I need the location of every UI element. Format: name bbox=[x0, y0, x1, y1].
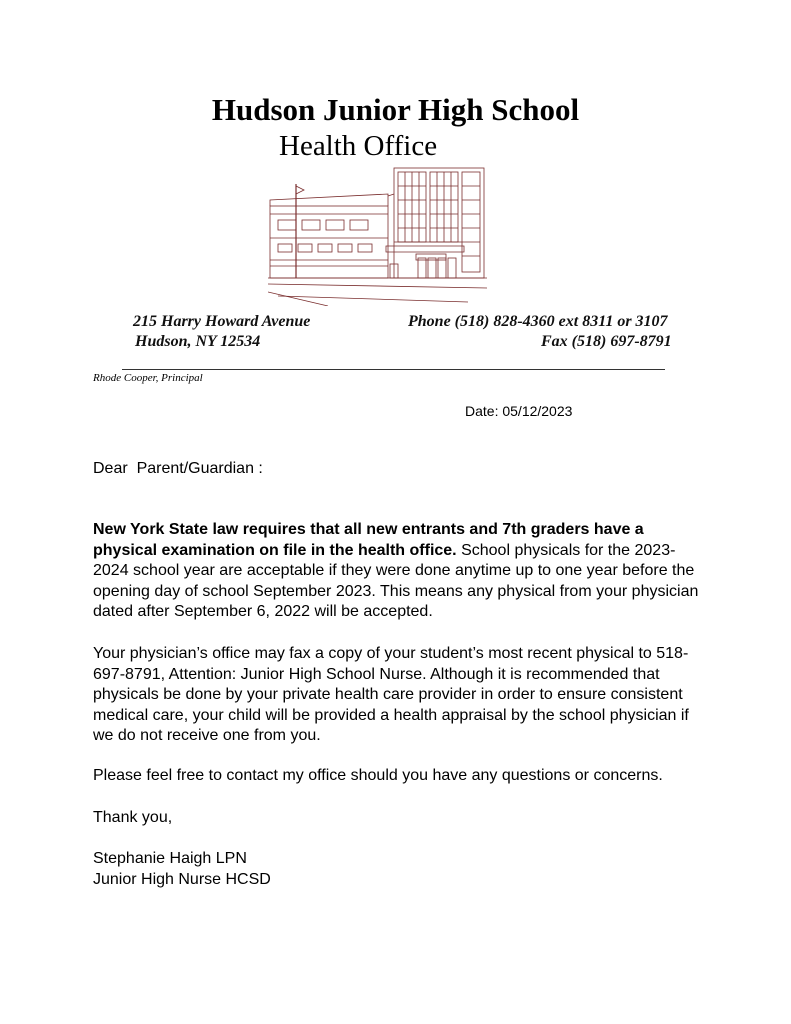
paragraph-physical-requirement bbox=[93, 520, 703, 623]
signature-title: Junior High Nurse HCSD bbox=[93, 871, 271, 888]
school-name-text: Hudson Junior High School bbox=[211, 92, 580, 127]
street-address: 215 Harry Howard Avenue bbox=[133, 313, 311, 330]
principal-name: Rhode Cooper, Principal bbox=[93, 372, 203, 384]
salutation: Dear Parent/Guardian : bbox=[93, 460, 263, 477]
school-name bbox=[0, 92, 791, 128]
school-building-image bbox=[268, 166, 487, 306]
requirement-details: School physicals for the 2023-2024 school year are acceptable if they were done anytime up to one year before the opening day of school September 2023. This means any physical from your physician dated after September 6, 2022 will be accepted. bbox=[93, 541, 699, 621]
paragraph-fax-instructions: Your physician’s office may fax a copy of your student’s most recent physical to 518-697-8791, Attention: Junior High School Nurse. Although it is recommended that physicals be done by your private health care provider in order to ensure consistent medical care, your child will be provided a health appraisal by the school physician if we do not receive one from you. bbox=[93, 645, 689, 745]
letterhead-divider bbox=[122, 369, 665, 370]
paragraph-contact: Please feel free to contact my office should you have any questions or concerns. bbox=[93, 767, 663, 784]
signature-name: Stephanie Haigh LPN bbox=[93, 850, 247, 867]
letter-date: Date: 05/12/2023 bbox=[465, 403, 573, 419]
fax-number: Fax (518) 697-8791 bbox=[541, 333, 672, 350]
phone-number: Phone (518) 828-4360 ext 8311 or 3107 bbox=[408, 313, 668, 330]
city-state-zip: Hudson, NY 12534 bbox=[135, 333, 261, 350]
closing: Thank you, bbox=[93, 809, 173, 826]
requirement-statement: New York State law requires that all new entrants and 7th graders have a physical examination on file in the health office. bbox=[93, 521, 644, 559]
office-name: Health Office bbox=[279, 130, 438, 162]
